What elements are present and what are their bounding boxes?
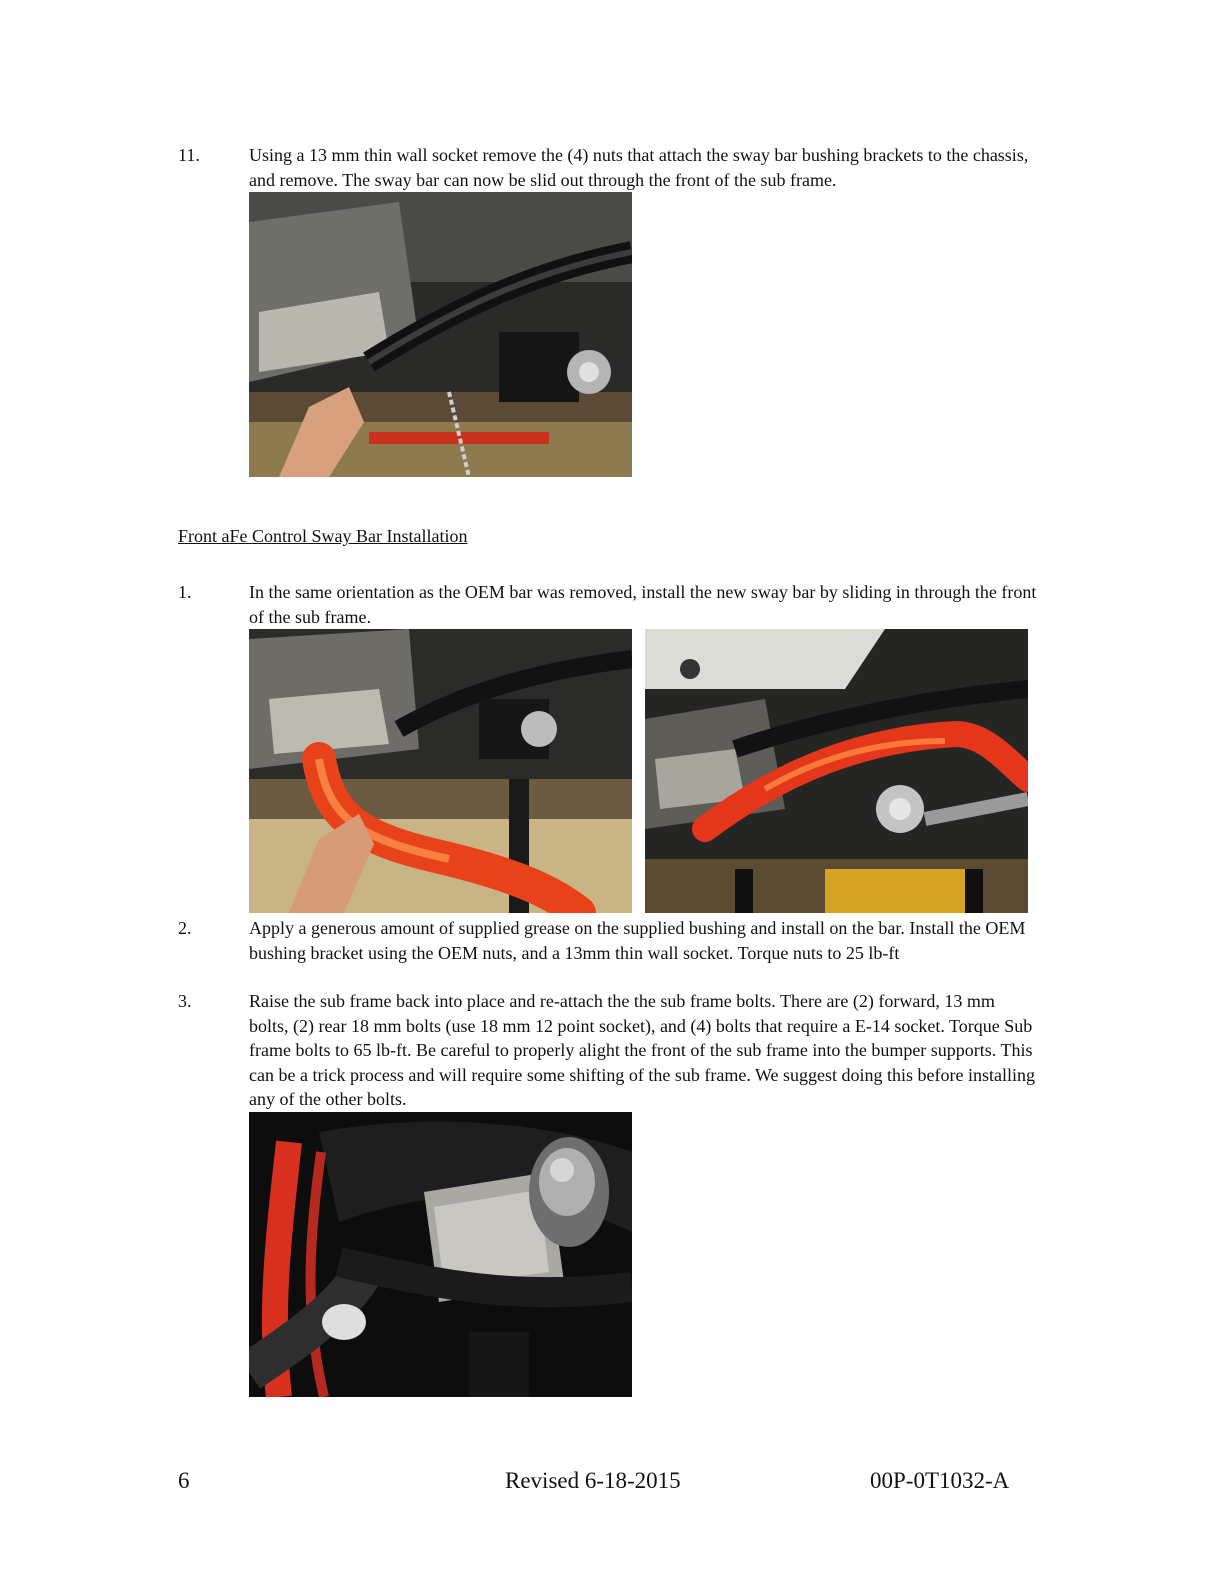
oem-sway-bar-removal-photo <box>249 192 632 477</box>
part-number: 00P-0T1032-A <box>870 1468 1010 1493</box>
sub-frame-bracket-photo <box>249 1112 632 1397</box>
step-1 <box>178 580 1038 629</box>
section-heading: Front aFe Control Sway Bar Installation <box>178 526 468 546</box>
step-number: 1. <box>178 582 192 602</box>
step-2 <box>178 916 1038 965</box>
step-text: Apply a generous amount of supplied grease on the supplied bushing and install on the bar. Install the OEM bushing bracket using the OEM nuts, and a 13mm thin wall socket. Torque nuts to 25 lb-ft <box>249 918 1026 963</box>
step-text: In the same orientation as the OEM bar was removed, install the new sway bar by sliding in through the front of the sub frame. <box>249 582 1037 627</box>
step-text: Raise the sub frame back into place and re-attach the the sub frame bolts. There are (2) forward, 13 mm bolts, (2) rear 18 mm bolts (use 18 mm 12 point socket), and (4) bolts that require a E-14 socket. Torque Sub frame bolts to 65 lb-ft. Be careful to properly alight the front of the sub frame into the bumper supports. This can be a trick process and will require some shifting of the sub frame. We suggest doing this before installing any of the other bolts. <box>249 991 1036 1109</box>
step-text: Using a 13 mm thin wall socket remove the (4) nuts that attach the sway bar bushing brackets to the chassis, and remove. The sway bar can now be slid out through the front of the sub frame. <box>249 145 1029 190</box>
sway-bar-installed-photo <box>645 629 1028 913</box>
step-3 <box>178 989 1038 1112</box>
step-number: 11. <box>178 145 200 165</box>
step-number: 2. <box>178 918 192 938</box>
page-number: 6 <box>178 1468 190 1493</box>
step-number: 3. <box>178 991 192 1011</box>
step-11 <box>178 143 1038 192</box>
revision-date: Revised 6-18-2015 <box>505 1468 681 1493</box>
new-sway-bar-insert-photo <box>249 629 632 913</box>
